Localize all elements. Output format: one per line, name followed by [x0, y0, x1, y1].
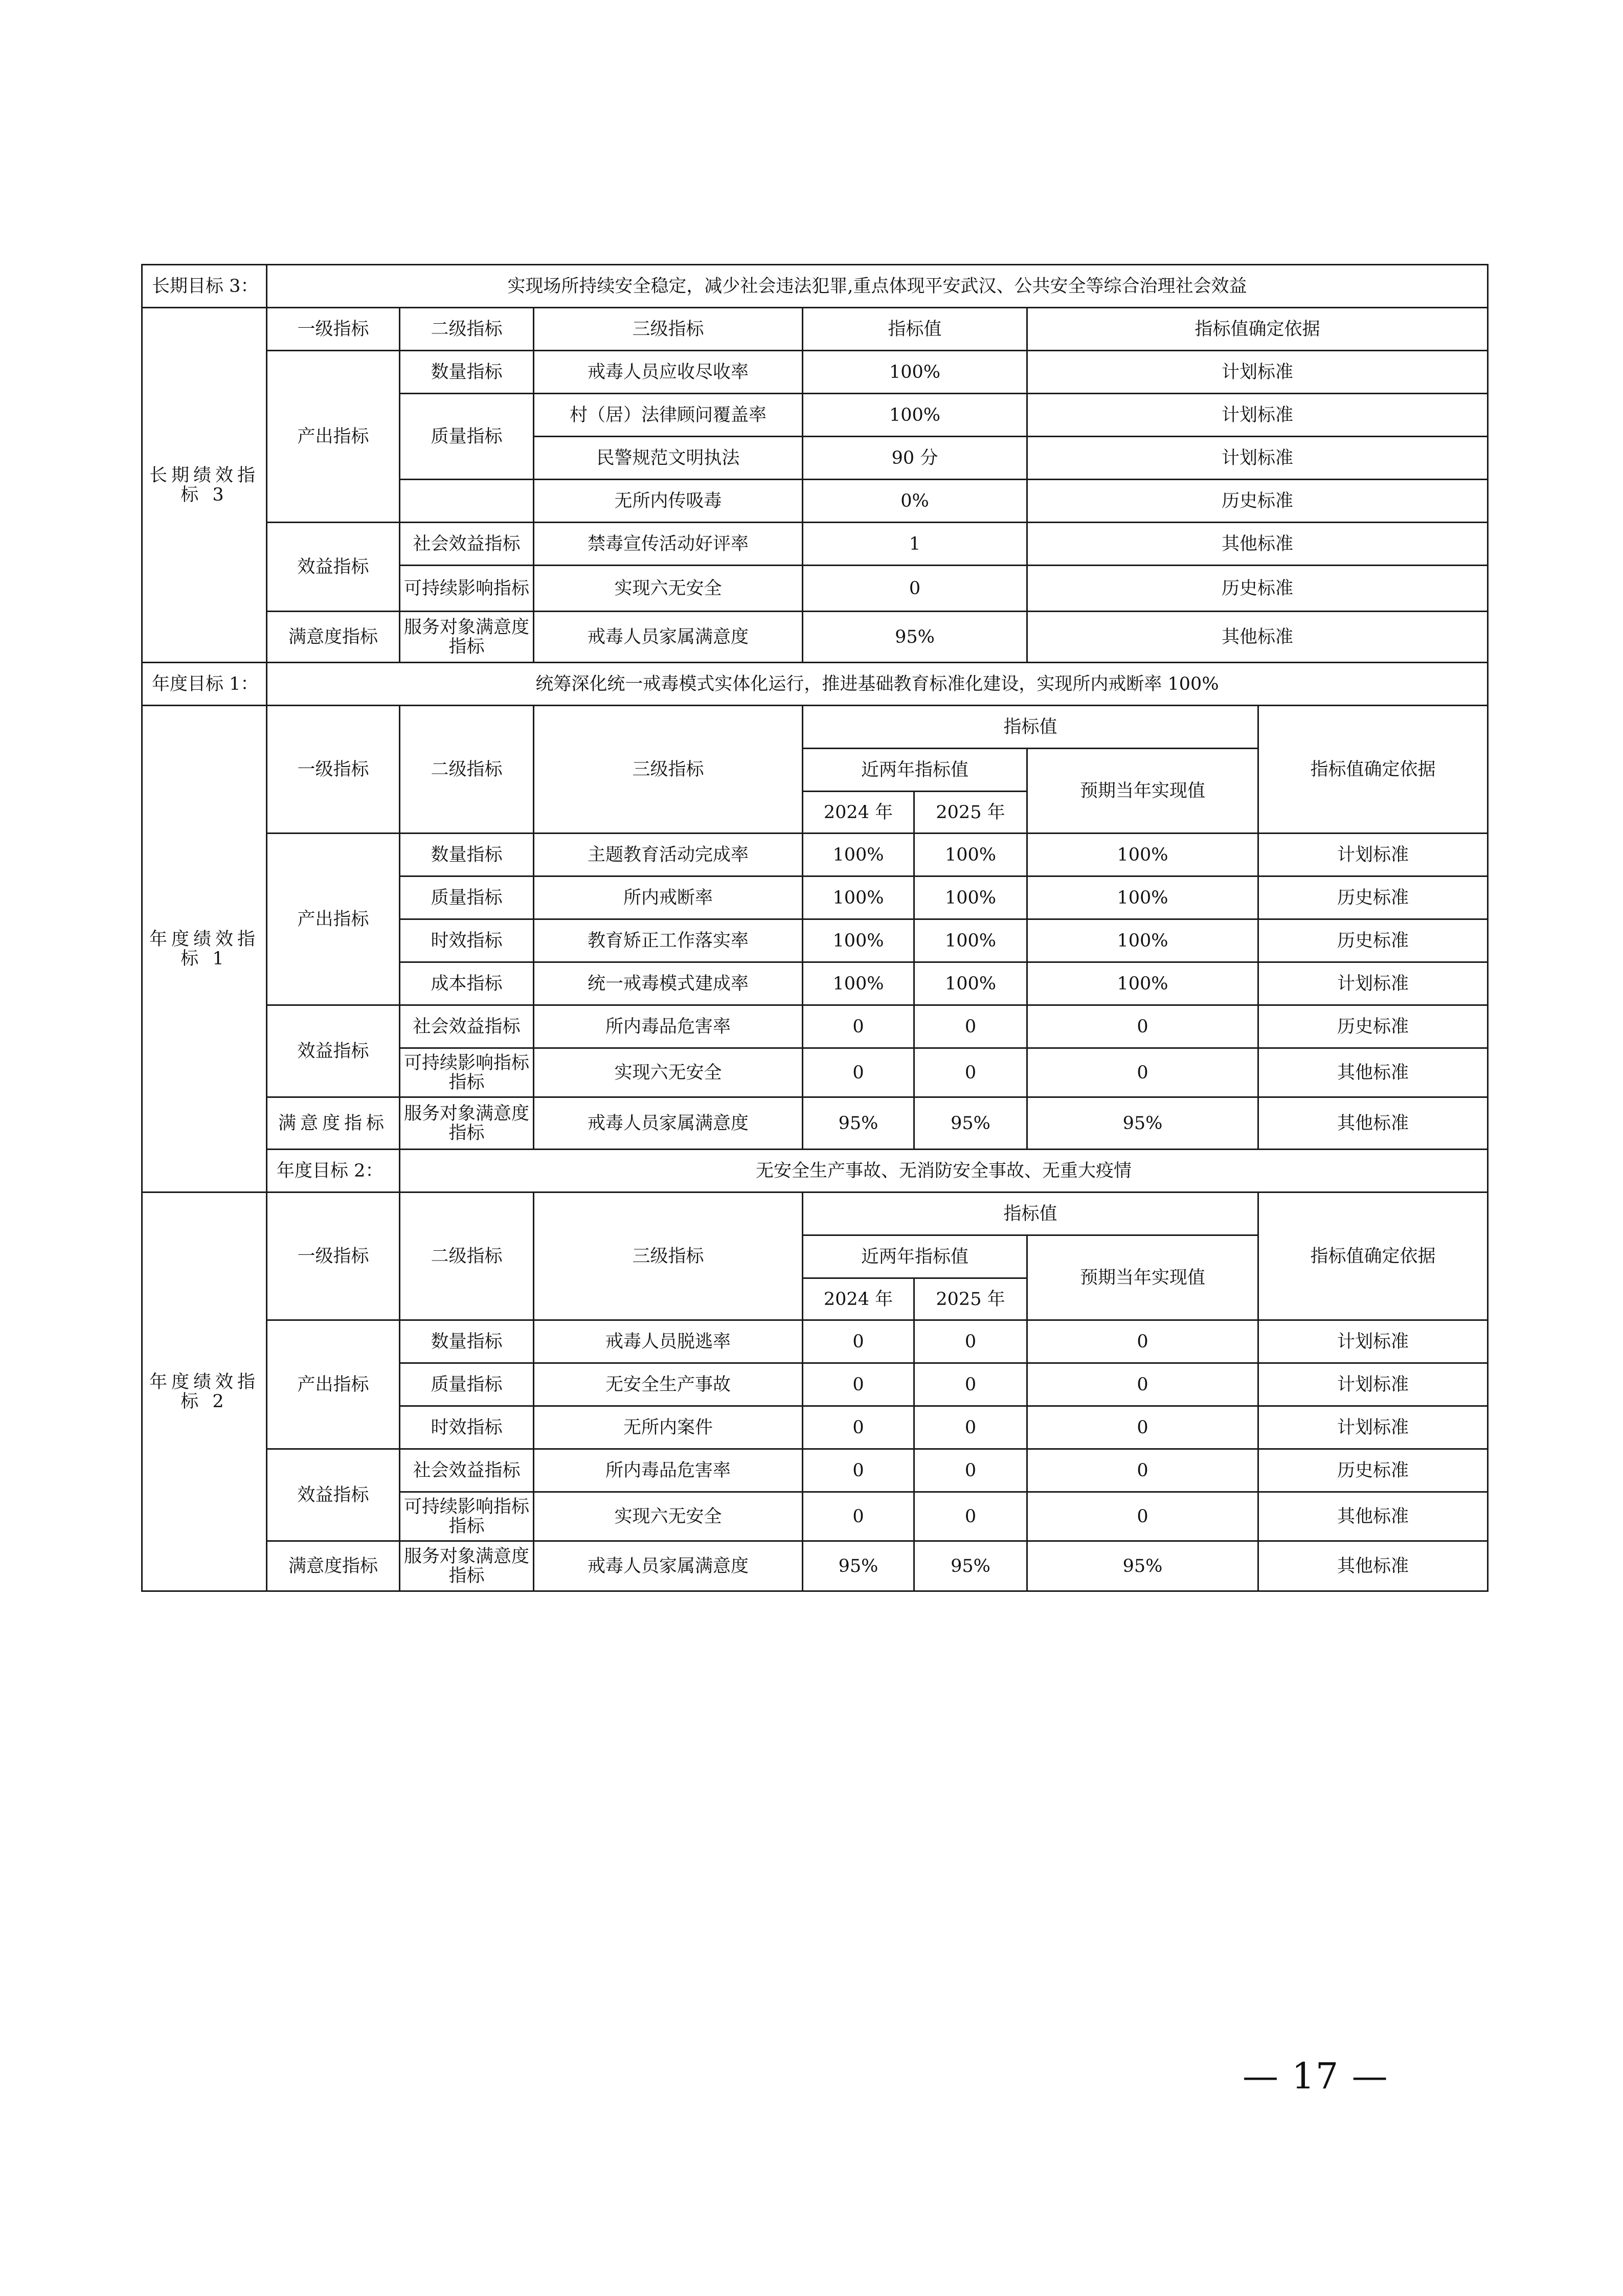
value-2024: 0: [803, 1406, 914, 1449]
group-output: 产出指标: [267, 351, 400, 523]
header-2024: 2024 年: [803, 792, 914, 834]
value-2025: 0: [914, 1492, 1027, 1541]
value-2025: 95%: [914, 1097, 1027, 1150]
annual-goal-1-label: 年度目标 1：: [142, 663, 267, 706]
level3-cell: 村（居）法律顾问覆盖率: [534, 394, 803, 437]
long-term-goal-text: 实现场所持续安全稳定，减少社会违法犯罪,重点体现平安武汉、公共安全等综合治理社会效益: [267, 265, 1488, 308]
level3-cell: 禁毒宣传活动好评率: [534, 523, 803, 566]
basis-cell: 历史标准: [1258, 876, 1488, 919]
header-2024: 2024 年: [803, 1278, 914, 1320]
level3-cell: 戒毒人员脱逃率: [534, 1320, 803, 1363]
basis-cell: 历史标准: [1258, 1005, 1488, 1048]
header-value: 指标值: [803, 308, 1027, 351]
table-row: [142, 834, 1488, 876]
level3-cell: 所内毒品危害率: [534, 1005, 803, 1048]
value-cell: 100%: [803, 351, 1027, 394]
level2-cell: 质量指标: [400, 1363, 534, 1406]
basis-cell: 历史标准: [1258, 1449, 1488, 1492]
value-cell: 0: [803, 566, 1027, 612]
value-2025: 0: [914, 1320, 1027, 1363]
annual-2-header-row: [142, 1192, 1488, 1235]
annual-1-header-row: [142, 706, 1488, 749]
level3-cell: 无所内传吸毒: [534, 480, 803, 523]
header-value: 指标值: [803, 706, 1258, 749]
value-expected: 100%: [1027, 962, 1258, 1005]
level3-cell: 主题教育活动完成率: [534, 834, 803, 876]
basis-cell: 历史标准: [1027, 566, 1488, 612]
value-expected: 95%: [1027, 1097, 1258, 1150]
page-number: — 17 —: [1243, 2055, 1389, 2097]
level2-cell: 可持续影响指标: [400, 566, 534, 612]
level3-cell: 无所内案件: [534, 1406, 803, 1449]
header-level1: 一级指标: [267, 308, 400, 351]
level2-cell: 质量指标: [400, 876, 534, 919]
long-term-goal-label: 长期目标 3：: [142, 265, 267, 308]
basis-cell: 计划标准: [1258, 834, 1488, 876]
header-recent: 近两年指标值: [803, 1235, 1027, 1278]
long-term-indicator-label: 长期绩效指标 3: [142, 308, 267, 663]
table-row: [142, 1449, 1488, 1492]
group-output: 产出指标: [267, 834, 400, 1005]
basis-cell: 计划标准: [1258, 1406, 1488, 1449]
level2-cell: 成本指标: [400, 962, 534, 1005]
basis-cell: 计划标准: [1027, 437, 1488, 480]
value-2025: 0: [914, 1406, 1027, 1449]
value-expected: 100%: [1027, 919, 1258, 962]
level2-cell: 服务对象满意度指标: [400, 1541, 534, 1591]
value-expected: 0: [1027, 1005, 1258, 1048]
level3-cell: 戒毒人员家属满意度: [534, 1097, 803, 1150]
level2-cell: 服务对象满意度指标: [400, 1097, 534, 1150]
table-row: [142, 1005, 1488, 1048]
basis-cell: 计划标准: [1258, 962, 1488, 1005]
value-2025: 100%: [914, 876, 1027, 919]
level3-cell: 教育矫正工作落实率: [534, 919, 803, 962]
value-expected: 0: [1027, 1048, 1258, 1097]
level3-cell: 民警规范文明执法: [534, 437, 803, 480]
basis-cell: 其他标准: [1027, 612, 1488, 663]
header-basis: 指标值确定依据: [1027, 308, 1488, 351]
header-basis: 指标值确定依据: [1258, 1192, 1488, 1320]
value-cell: 95%: [803, 612, 1027, 663]
value-2025: 0: [914, 1005, 1027, 1048]
annual-goal-2-row: [142, 1150, 1488, 1192]
level2-cell: 数量指标: [400, 351, 534, 394]
basis-cell: 计划标准: [1258, 1363, 1488, 1406]
basis-cell: 其他标准: [1258, 1492, 1488, 1541]
long-term-goal-row: [142, 265, 1488, 308]
value-2024: 0: [803, 1320, 914, 1363]
header-2025: 2025 年: [914, 1278, 1027, 1320]
annual-goal-1-text: 统筹深化统一戒毒模式实体化运行，推进基础教育标准化建设，实现所内戒断率 100%: [267, 663, 1488, 706]
value-2024: 100%: [803, 876, 914, 919]
table-row: [142, 1097, 1488, 1150]
level2-cell: 时效指标: [400, 919, 534, 962]
table-row: [142, 1541, 1488, 1591]
basis-cell: 计划标准: [1027, 394, 1488, 437]
basis-cell: 其他标准: [1027, 523, 1488, 566]
basis-cell: 其他标准: [1258, 1097, 1488, 1150]
header-expected: 预期当年实现值: [1027, 1235, 1258, 1320]
level2-cell: 数量指标: [400, 834, 534, 876]
value-2024: 100%: [803, 919, 914, 962]
level3-cell: 实现六无安全: [534, 1048, 803, 1097]
value-cell: 90 分: [803, 437, 1027, 480]
level2-cell: 社会效益指标: [400, 1449, 534, 1492]
header-expected: 预期当年实现值: [1027, 749, 1258, 834]
value-2025: 0: [914, 1449, 1027, 1492]
header-recent: 近两年指标值: [803, 749, 1027, 792]
level2-cell: [400, 480, 534, 523]
level2-cell: 时效指标: [400, 1406, 534, 1449]
value-expected: 0: [1027, 1363, 1258, 1406]
annual-goal-2-text: 无安全生产事故、无消防安全事故、无重大疫情: [400, 1150, 1488, 1192]
value-cell: 0%: [803, 480, 1027, 523]
level2-cell: 可持续影响指标指标: [400, 1048, 534, 1097]
basis-cell: 历史标准: [1258, 919, 1488, 962]
level3-cell: 戒毒人员应收尽收率: [534, 351, 803, 394]
value-2024: 0: [803, 1449, 914, 1492]
level2-cell: 数量指标: [400, 1320, 534, 1363]
value-2024: 100%: [803, 834, 914, 876]
header-level2: 二级指标: [400, 308, 534, 351]
header-value: 指标值: [803, 1192, 1258, 1235]
header-2025: 2025 年: [914, 792, 1027, 834]
value-expected: 95%: [1027, 1541, 1258, 1591]
basis-cell: 计划标准: [1027, 351, 1488, 394]
header-level2: 二级指标: [400, 706, 534, 834]
level2-cell: 质量指标: [400, 394, 534, 480]
value-2024: 95%: [803, 1541, 914, 1591]
value-cell: 1: [803, 523, 1027, 566]
annual-goal-2-label: 年度目标 2：: [267, 1150, 400, 1192]
level3-cell: 所内戒断率: [534, 876, 803, 919]
table-row: [142, 612, 1488, 663]
level2-cell: 可持续影响指标指标: [400, 1492, 534, 1541]
group-effect: 效益指标: [267, 1449, 400, 1541]
value-expected: 100%: [1027, 834, 1258, 876]
level3-cell: 实现六无安全: [534, 566, 803, 612]
group-effect: 效益指标: [267, 1005, 400, 1097]
value-2025: 100%: [914, 962, 1027, 1005]
level3-cell: 实现六无安全: [534, 1492, 803, 1541]
group-output: 产出指标: [267, 1320, 400, 1449]
value-2025: 0: [914, 1363, 1027, 1406]
long-term-header-row: [142, 308, 1488, 351]
header-level2: 二级指标: [400, 1192, 534, 1320]
table-row: [142, 1320, 1488, 1363]
level3-cell: 戒毒人员家属满意度: [534, 1541, 803, 1591]
value-expected: 0: [1027, 1320, 1258, 1363]
header-level3: 三级指标: [534, 706, 803, 834]
basis-cell: 历史标准: [1027, 480, 1488, 523]
value-2025: 100%: [914, 919, 1027, 962]
header-level3: 三级指标: [534, 1192, 803, 1320]
value-cell: 100%: [803, 394, 1027, 437]
group-satisfaction: 满意度指标: [267, 1097, 400, 1150]
value-2025: 0: [914, 1048, 1027, 1097]
value-expected: 0: [1027, 1449, 1258, 1492]
header-level1: 一级指标: [267, 1192, 400, 1320]
basis-cell: 其他标准: [1258, 1541, 1488, 1591]
level2-cell: 社会效益指标: [400, 523, 534, 566]
value-2024: 0: [803, 1492, 914, 1541]
header-level1: 一级指标: [267, 706, 400, 834]
group-satisfaction: 满意度指标: [267, 612, 400, 663]
value-expected: 0: [1027, 1492, 1258, 1541]
annual-1-indicator-label: 年度绩效指标 1: [142, 706, 267, 1192]
value-2024: 100%: [803, 962, 914, 1005]
level3-cell: 无安全生产事故: [534, 1363, 803, 1406]
header-basis: 指标值确定依据: [1258, 706, 1488, 834]
level3-cell: 戒毒人员家属满意度: [534, 612, 803, 663]
table-row: [142, 351, 1488, 394]
level2-cell: 社会效益指标: [400, 1005, 534, 1048]
value-2025: 100%: [914, 834, 1027, 876]
value-2024: 0: [803, 1048, 914, 1097]
basis-cell: 其他标准: [1258, 1048, 1488, 1097]
performance-indicator-table: [141, 264, 1489, 1592]
annual-2-indicator-label: 年度绩效指标 2: [142, 1192, 267, 1591]
value-expected: 0: [1027, 1406, 1258, 1449]
value-2025: 95%: [914, 1541, 1027, 1591]
group-satisfaction: 满意度指标: [267, 1541, 400, 1591]
value-expected: 100%: [1027, 876, 1258, 919]
level2-cell: 服务对象满意度指标: [400, 612, 534, 663]
table-row: [142, 523, 1488, 566]
value-2024: 0: [803, 1363, 914, 1406]
header-level3: 三级指标: [534, 308, 803, 351]
level3-cell: 统一戒毒模式建成率: [534, 962, 803, 1005]
level3-cell: 所内毒品危害率: [534, 1449, 803, 1492]
value-2024: 0: [803, 1005, 914, 1048]
annual-goal-1-row: [142, 663, 1488, 706]
value-2024: 95%: [803, 1097, 914, 1150]
basis-cell: 计划标准: [1258, 1320, 1488, 1363]
group-effect: 效益指标: [267, 523, 400, 612]
